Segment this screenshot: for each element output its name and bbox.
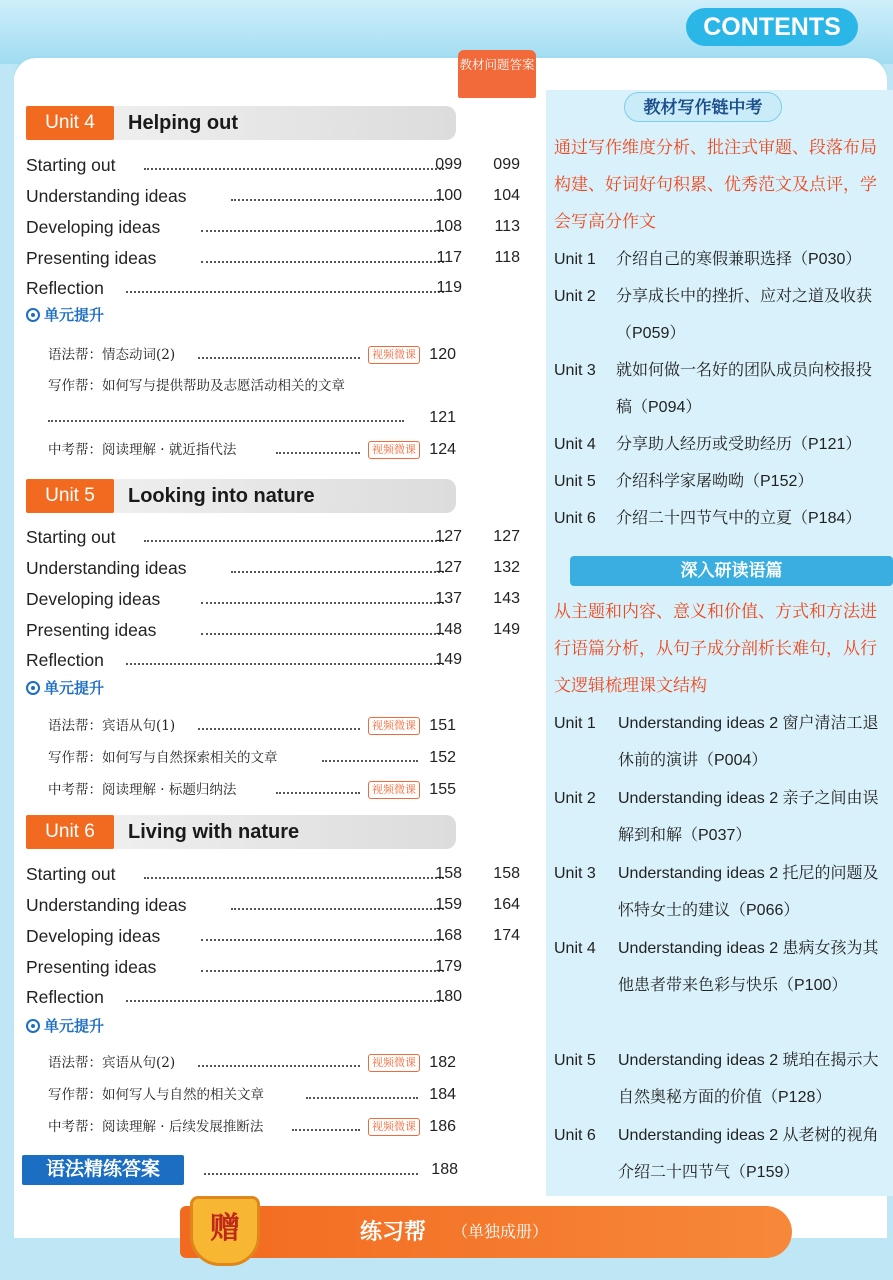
unit-label: Unit 3 — [554, 362, 596, 379]
boost-label: 写作帮：如何写与提供帮助及志愿活动相关的文章 — [48, 378, 345, 394]
answer-page-number: 113 — [494, 218, 520, 235]
leader-dots — [198, 728, 360, 730]
toc-row[interactable] — [26, 924, 526, 948]
answer-page-number: 164 — [493, 896, 520, 913]
answer-page-number: 158 — [493, 865, 520, 882]
row-label: Understanding ideas — [26, 893, 191, 917]
leader-dots — [322, 760, 418, 762]
leader-dots — [204, 1173, 418, 1175]
toc-row[interactable] — [26, 893, 526, 917]
row-label: Reflection — [26, 648, 108, 672]
video-lesson-badge[interactable]: 视频微课 — [368, 781, 420, 799]
writing-panel-title: 教材写作链中考 — [624, 92, 782, 122]
toc-row[interactable] — [26, 955, 526, 979]
circle-bullet-icon — [26, 1019, 40, 1033]
toc-row[interactable] — [26, 862, 526, 886]
leader-dots — [201, 939, 444, 941]
unit-title: Helping out — [128, 112, 238, 134]
unit-label: Unit 5 — [554, 473, 596, 490]
reading-item[interactable] — [554, 1117, 884, 1192]
answer-page-number: 143 — [493, 590, 520, 607]
contents-tab: CONTENTS — [686, 8, 858, 46]
boost-label: 写作帮：如何写人与自然的相关文章 — [48, 1087, 264, 1103]
video-lesson-badge[interactable]: 视频微课 — [368, 1054, 420, 1072]
answer-page-number: 149 — [493, 621, 520, 638]
leader-dots — [144, 168, 444, 170]
footer-title: 练习帮 — [360, 1219, 427, 1244]
item-text: Understanding ideas 2 从老树的视角介绍二十四节气（P159） — [618, 1127, 879, 1181]
page-number: 159 — [435, 896, 462, 913]
boost-label: 写作帮：如何写与自然探索相关的文章 — [48, 750, 278, 766]
unit-label: Unit 6 — [554, 1127, 596, 1144]
unit-title: Looking into nature — [128, 485, 315, 507]
toc-row[interactable] — [26, 184, 526, 208]
reading-panel-intro: 从主题和内容、意义和价值、方式和方法进行语篇分析，从句子成分剖析长难句，从行文逻辑梳理课文结构 — [554, 602, 877, 695]
page-number: 099 — [435, 156, 462, 173]
leader-dots — [144, 877, 444, 879]
answer-page-number: 132 — [493, 559, 520, 576]
answer-page-number: 104 — [493, 187, 520, 204]
row-label: Understanding ideas — [26, 556, 191, 580]
leader-dots — [48, 420, 404, 422]
row-label: Developing ideas — [26, 215, 164, 239]
unit-label: Unit 4 — [554, 436, 596, 453]
boost-label: 中考帮：阅读理解 · 就近指代法 — [48, 442, 237, 458]
item-text: 介绍自己的寒假兼职选择（P030） — [616, 251, 862, 268]
boost-label: 语法帮：宾语从句(1) — [48, 718, 176, 734]
trophy-icon: 赠 — [190, 1196, 260, 1266]
unit-label: Unit 1 — [554, 715, 596, 732]
unit-label: Unit 3 — [554, 865, 596, 882]
reading-panel-title: 深入研读语篇 — [570, 556, 893, 586]
item-text: Understanding ideas 2 琥珀在揭示大自然奥秘方面的价值（P128） — [618, 1052, 879, 1106]
page-number: 149 — [435, 651, 462, 668]
unit-label: Unit 5 — [554, 1052, 596, 1069]
reading-item[interactable] — [554, 855, 884, 930]
section-label: 单元提升 — [44, 1018, 105, 1035]
leader-dots — [231, 908, 444, 910]
video-lesson-badge[interactable]: 视频微课 — [368, 1118, 420, 1136]
toc-row[interactable] — [26, 246, 526, 270]
boost-label: 语法帮：情态动词(2) — [48, 347, 176, 363]
row-label: Starting out — [26, 862, 120, 886]
answer-page-number: 174 — [493, 927, 520, 944]
row-label: Starting out — [26, 525, 120, 549]
page-number: 127 — [435, 528, 462, 545]
page-number: 127 — [435, 559, 462, 576]
leader-dots — [126, 663, 444, 665]
toc-row[interactable] — [26, 153, 526, 177]
row-label: Reflection — [26, 276, 108, 300]
writing-item[interactable] — [554, 352, 884, 426]
unit-label: Unit 2 — [554, 288, 596, 305]
boost-label: 中考帮：阅读理解 · 后续发展推断法 — [48, 1119, 264, 1135]
writing-panel-intro: 通过写作维度分析、批注式审题、段落布局构建、好词好句积累、优秀范文及点评，学会写高分作文 — [554, 138, 877, 231]
video-lesson-badge[interactable]: 视频微课 — [368, 346, 420, 364]
page-number: 120 — [429, 346, 456, 363]
reading-item[interactable] — [554, 780, 884, 855]
answer-page-number: 118 — [494, 249, 520, 266]
row-label: Presenting ideas — [26, 246, 160, 270]
leader-dots — [144, 540, 444, 542]
leader-dots — [201, 230, 444, 232]
row-label: Presenting ideas — [26, 955, 160, 979]
page-number: 179 — [435, 958, 462, 975]
toc-row[interactable] — [26, 525, 526, 549]
reading-item[interactable] — [554, 1042, 884, 1117]
leader-dots — [276, 452, 360, 454]
page-number: 155 — [429, 781, 456, 798]
page-number: 180 — [435, 988, 462, 1005]
toc-row[interactable] — [26, 215, 526, 239]
page-number: 121 — [429, 409, 456, 426]
page-number: 188 — [431, 1161, 458, 1178]
item-text: 介绍科学家屠呦呦（P152） — [616, 473, 814, 490]
item-text: 就如何做一名好的团队成员向校报投稿（P094） — [616, 362, 873, 416]
toc-row[interactable] — [26, 276, 526, 300]
unit-badge: Unit 5 — [26, 479, 114, 513]
page-number: 182 — [429, 1054, 456, 1071]
page-number: 186 — [429, 1118, 456, 1135]
grammar-answers-row[interactable] — [204, 1158, 464, 1182]
writing-item[interactable] — [554, 426, 884, 463]
item-text: Understanding ideas 2 窗户清洁工退休前的演讲（P004） — [618, 715, 879, 769]
item-text: Understanding ideas 2 亲子之间由误解到和解（P037） — [618, 790, 879, 844]
circle-bullet-icon — [26, 681, 40, 695]
leader-dots — [126, 1000, 444, 1002]
toc-row[interactable] — [26, 985, 526, 1009]
section-label: 单元提升 — [44, 307, 105, 324]
leader-dots — [201, 970, 444, 972]
video-lesson-badge[interactable]: 视频微课 — [368, 441, 420, 459]
leader-dots — [201, 602, 444, 604]
row-label: Reflection — [26, 985, 108, 1009]
unit-label: Unit 1 — [554, 251, 596, 268]
unit-badge: Unit 4 — [26, 106, 114, 140]
page-number: 152 — [429, 749, 456, 766]
item-text: 介绍二十四节气中的立夏（P184） — [616, 510, 862, 527]
unit-label: Unit 2 — [554, 790, 596, 807]
page-number: 158 — [435, 865, 462, 882]
leader-dots — [276, 792, 360, 794]
leader-dots — [126, 291, 444, 293]
leader-dots — [231, 571, 444, 573]
page-number: 117 — [436, 249, 462, 266]
grammar-answers-badge[interactable]: 语法精练答案 — [22, 1155, 184, 1185]
item-text: 分享助人经历或受助经历（P121） — [616, 436, 862, 453]
unit-boost-heading — [26, 678, 104, 700]
writing-item[interactable] — [554, 278, 884, 352]
answer-page-number: 127 — [493, 528, 520, 545]
leader-dots — [292, 1129, 360, 1131]
circle-bullet-icon — [26, 308, 40, 322]
unit-header-5 — [26, 479, 456, 513]
unit-label: Unit 4 — [554, 940, 596, 957]
leader-dots — [201, 633, 444, 635]
unit-title: Living with nature — [128, 821, 300, 843]
page-number: 151 — [429, 717, 456, 734]
leader-dots — [198, 357, 360, 359]
toc-row[interactable] — [26, 648, 526, 672]
boost-label: 语法帮：宾语从句(2) — [48, 1055, 176, 1071]
reading-item[interactable] — [554, 705, 884, 780]
writing-item[interactable] — [554, 463, 884, 500]
leader-dots — [201, 261, 444, 263]
answer-tag: 教材问题答案 — [458, 50, 536, 98]
section-label: 单元提升 — [44, 680, 105, 697]
page-number: 184 — [429, 1086, 456, 1103]
reading-item[interactable] — [554, 930, 884, 1042]
page-number: 124 — [429, 441, 456, 458]
page-number: 119 — [436, 279, 462, 296]
unit-boost-heading — [26, 305, 104, 327]
page-number: 137 — [435, 590, 462, 607]
row-label: Understanding ideas — [26, 184, 191, 208]
leader-dots — [198, 1065, 360, 1067]
unit-badge: Unit 6 — [26, 815, 114, 849]
row-label: Starting out — [26, 153, 120, 177]
leader-dots — [231, 199, 444, 201]
writing-item[interactable] — [554, 241, 884, 278]
page-number: 108 — [435, 218, 462, 235]
page-number: 168 — [435, 927, 462, 944]
row-label: Presenting ideas — [26, 618, 160, 642]
item-text: Understanding ideas 2 患病女孩为其他患者带来色彩与快乐（P100） — [618, 940, 879, 994]
toc-row[interactable] — [26, 556, 526, 580]
unit-boost-heading — [26, 1016, 104, 1038]
writing-item[interactable] — [554, 500, 884, 537]
row-label: Developing ideas — [26, 587, 164, 611]
toc-row[interactable] — [26, 618, 526, 642]
item-text: 分享成长中的挫折、应对之道及收获（P059） — [616, 288, 873, 342]
page-number: 148 — [435, 621, 462, 638]
row-label: Developing ideas — [26, 924, 164, 948]
video-lesson-badge[interactable]: 视频微课 — [368, 717, 420, 735]
toc-row[interactable] — [26, 587, 526, 611]
unit-label: Unit 6 — [554, 510, 596, 527]
item-text: Understanding ideas 2 托尼的问题及怀特女士的建议（P066） — [618, 865, 879, 919]
leader-dots — [306, 1097, 418, 1099]
page-number: 100 — [435, 187, 462, 204]
answer-page-number: 099 — [493, 156, 520, 173]
footer-subtitle: （单独成册） — [452, 1224, 549, 1241]
unit-header-6 — [26, 815, 456, 849]
unit-header-4 — [26, 106, 456, 140]
boost-label: 中考帮：阅读理解 · 标题归纳法 — [48, 782, 237, 798]
